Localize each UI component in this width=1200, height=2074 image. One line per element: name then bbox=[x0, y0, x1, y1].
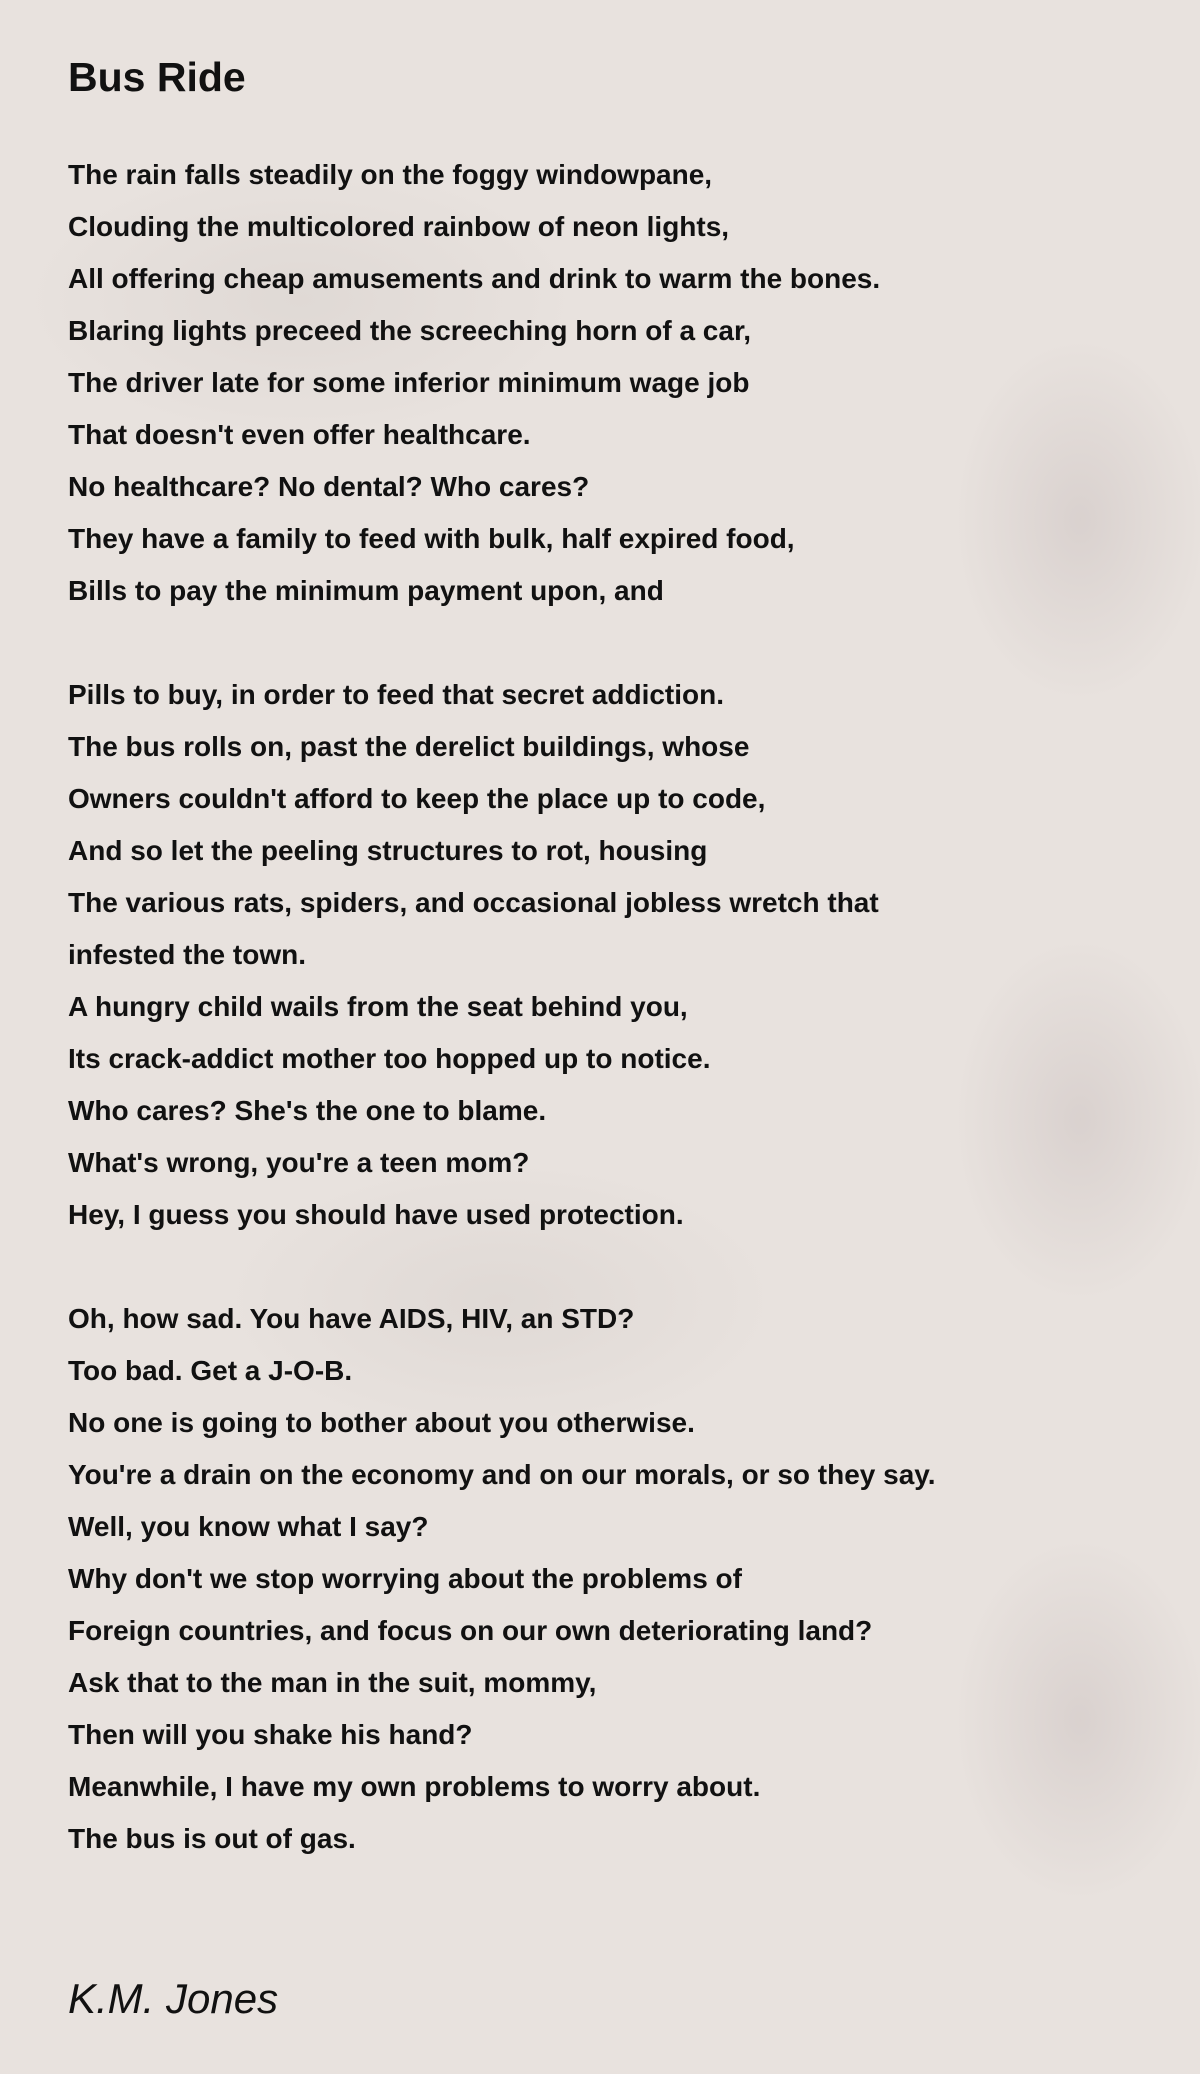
poem-line: The bus rolls on, past the derelict buildings, whose bbox=[68, 731, 750, 762]
poem-line: The driver late for some inferior minimum wage job bbox=[68, 367, 750, 398]
poem-line: The rain falls steadily on the foggy windowpane, bbox=[68, 159, 713, 190]
poem-line: Meanwhile, I have my own problems to worry about. bbox=[68, 1771, 761, 1802]
poem-line: They have a family to feed with bulk, half expired food, bbox=[68, 523, 795, 554]
poem-stanza bbox=[68, 149, 936, 617]
poem-line: Clouding the multicolored rainbow of neon lights, bbox=[68, 211, 730, 242]
poem-line: Pills to buy, in order to feed that secret addiction. bbox=[68, 679, 725, 710]
poem-stanza bbox=[68, 669, 936, 1241]
poem-line: Bills to pay the minimum payment upon, and bbox=[68, 575, 664, 606]
poem-line: Hey, I guess you should have used protection. bbox=[68, 1199, 684, 1230]
poem-author: K.M. Jones bbox=[68, 1975, 279, 2022]
poem-line: Well, you know what I say? bbox=[68, 1511, 429, 1542]
poem-line: Oh, how sad. You have AIDS, HIV, an STD? bbox=[68, 1303, 635, 1334]
poem-line: Owners couldn't afford to keep the place up to code, bbox=[68, 783, 766, 814]
poem-line: Ask that to the man in the suit, mommy, bbox=[68, 1667, 597, 1698]
poem-stanza bbox=[68, 1293, 936, 1865]
poem-line: infested the town. bbox=[68, 939, 306, 970]
poem-title: Bus Ride bbox=[68, 54, 246, 100]
poem-line: What's wrong, you're a teen mom? bbox=[68, 1147, 530, 1178]
poem-line: And so let the peeling structures to rot, housing bbox=[68, 835, 708, 866]
poem-line: That doesn't even offer healthcare. bbox=[68, 419, 531, 450]
poem-line: Who cares? She's the one to blame. bbox=[68, 1095, 547, 1126]
poem-line: You're a drain on the economy and on our morals, or so they say. bbox=[68, 1459, 936, 1490]
poem-line: Too bad. Get a J-O-B. bbox=[68, 1355, 353, 1386]
poem-line: No healthcare? No dental? Who cares? bbox=[68, 471, 590, 502]
poem-line: The various rats, spiders, and occasional jobless wretch that bbox=[68, 887, 879, 918]
poem-line: A hungry child wails from the seat behind you, bbox=[68, 991, 688, 1022]
poem-line: Its crack-addict mother too hopped up to notice. bbox=[68, 1043, 711, 1074]
poem-line: The bus is out of gas. bbox=[68, 1823, 356, 1854]
poem-line: Why don't we stop worrying about the problems of bbox=[68, 1563, 742, 1594]
poem-line: Blaring lights preceed the screeching horn of a car, bbox=[68, 315, 752, 346]
poem-line: All offering cheap amusements and drink to warm the bones. bbox=[68, 263, 881, 294]
poem-body bbox=[68, 149, 936, 1917]
poem-line: Foreign countries, and focus on our own deteriorating land? bbox=[68, 1615, 873, 1646]
poem-line: No one is going to bother about you otherwise. bbox=[68, 1407, 695, 1438]
poem-line: Then will you shake his hand? bbox=[68, 1719, 473, 1750]
